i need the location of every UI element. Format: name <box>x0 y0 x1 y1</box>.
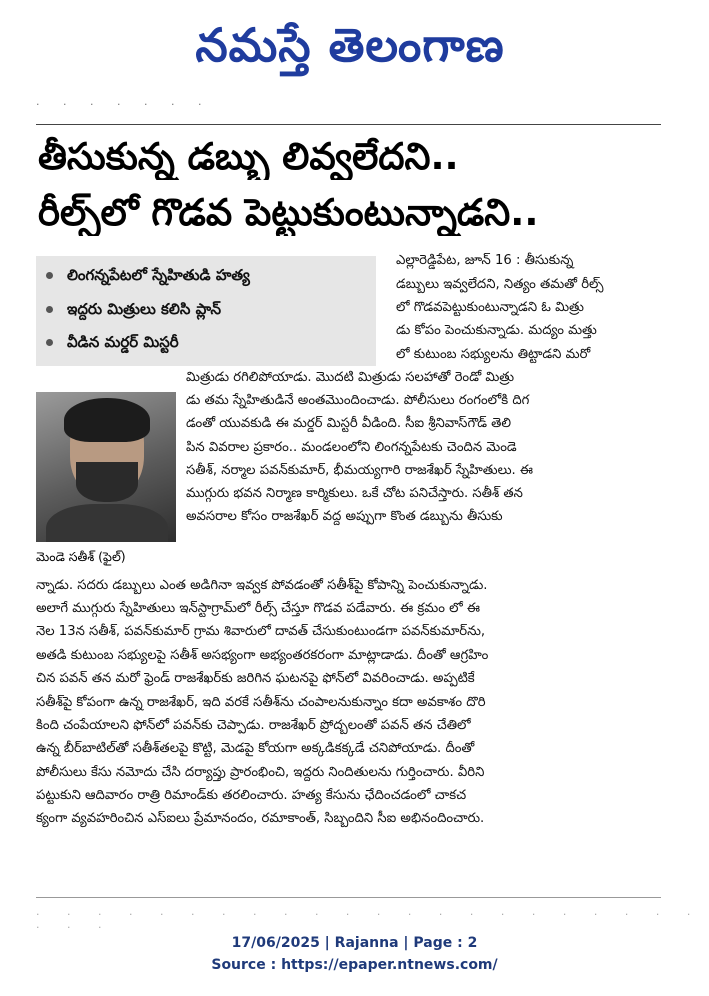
headline-line-2: రీల్స్‌లో గొడవ పెట్టుకుంటున్నాడని.. <box>38 191 539 234</box>
photo-caption: మెండె సతీశ్ (ఫైల్) <box>36 549 126 564</box>
article-line: ఉన్న బీర్‌బాటిల్‌తో సతీశ్‌తలపై కొట్టి, మెడపై కోయగా అక్కడికక్కడే చనిపోయాడు. దీంతో <box>36 741 475 756</box>
highlight-item <box>46 260 372 290</box>
article-line: నెల 13న సతీశ్, పవన్‌కుమార్ గ్రామ శివారులో దావత్ చేసుకుంటుండగా పవన్‌కుమార్‌ను, <box>36 624 486 639</box>
portrait-photo <box>36 392 176 542</box>
masthead-logo: నమస్తే తెలంగాణ <box>195 18 505 72</box>
headline-line-1: తీసుకున్న డబ్బు లివ్వలేదని.. <box>38 135 459 178</box>
article-line: డంతో యువకుడి ఈ మర్డర్ మిస్టరీ వీడింది. సీఐ శ్రీనివాస్‌గౌడ్ తెలి <box>186 416 512 431</box>
article-line: డబ్బులు ఇవ్వలేదని, నిత్యం తమతో రీల్స్ <box>396 277 604 292</box>
bullet-icon <box>46 272 53 279</box>
article-line: న్నాడు. సదరు డబ్బులు ఎంత అడిగినా ఇవ్వక పోవడంతో సతీశ్‌పై కోపాన్ని పెంచుకున్నాడు. <box>36 578 488 593</box>
article-line: పిన వివరాల ప్రకారం.. మండలంలోని లింగన్నపేటకు చెందిన మెండె <box>186 440 517 455</box>
article-line: చిన పవన్ తన మరో ఫ్రెండ్ రాజశేఖర్‌కు జరిగిన ఘటనపై ఫోన్‌లో వివరించాడు. అప్పటికే <box>36 671 475 686</box>
highlight-item <box>46 327 372 357</box>
article-line: మిత్రుడు రగిలిపోయాడు. మొదటి మిత్రుడు సలహాతో రెండో మిత్రు <box>186 370 515 385</box>
bullet-icon <box>46 339 53 346</box>
article-line: క్యంగా వ్యవహరించిన ఎస్‌ఐలు ప్రేమానందం, రమాకాంత్, సిబ్బందిని సీఐ అభినందించారు. <box>36 811 485 826</box>
article-line: సతీశ్, నర్మాల పవన్‌కుమార్, భీమయ్యగారి రాజశేఖర్ స్నేహితులు. ఈ <box>186 463 533 478</box>
top-rule <box>36 124 661 125</box>
highlights-box <box>36 256 376 366</box>
article-line: డు కోపం పెంచుకున్నాడు. మద్యం మత్తు <box>396 323 597 338</box>
masthead-divider: · · · · · · · <box>36 98 212 111</box>
highlight-item <box>46 294 372 324</box>
article-line: కింది చంపేయాలని ఫోన్‌లో పవన్‌కు చెప్పాడు. రాజశేఖర్ ప్రోద్బలంతో పవన్ తన చేతిలో <box>36 718 471 733</box>
article-line: పట్టుకుని ఆదివారం రాత్రి రిమాండ్‌కు తరలించారు. హత్య కేసును ఛేదించడంలో చాకచ <box>36 788 467 803</box>
article-line: సతీశ్‌పై కోపంగా ఉన్న రాజశేఖర్, ఇది వరకే సతీశ్‌ను చంపాలనుకున్నాం కదా అవకాశం దొరి <box>36 695 486 710</box>
footer-date-edition: 17/06/2025 | Rajanna | Page : 2 <box>231 935 478 951</box>
bottom-rule <box>36 897 661 898</box>
bullet-icon <box>46 306 53 313</box>
article-line: పోలీసులు కేసు నమోదు చేసి దర్యాప్తు ప్రారంభించి, ఇద్దరు నిందితులను గుర్తించారు. వీరిని <box>36 765 485 780</box>
highlight-text: వీడిన మర్డర్ మిస్టరీ <box>67 333 179 351</box>
article-line: అలాగే ముగ్గురు స్నేహితులు ఇన్‌స్టాగ్రామ్‌లో రీల్స్ చేస్తూ గొడవ పడేవారు. ఈ క్రమం లో ఈ <box>36 601 480 616</box>
article-line: ఎల్లారెడ్డిపేట, జూన్ 16 : తీసుకున్న <box>396 253 574 268</box>
highlight-text: లింగన్నపేటలో స్నేహితుడి హత్య <box>67 266 250 284</box>
bottom-divider: · · · · · · · · · · · · · · · · · · · · · · · · · <box>36 908 703 934</box>
article-line: లో గొడవపెట్టుకుంటున్నాడని ఓ మిత్రు <box>396 300 584 315</box>
article-line: అవసరాల కోసం రాజశేఖర్ వద్ద అప్పుగా కొంత డబ్బును తీసుకు <box>186 509 503 524</box>
article-line: లో కుటుంబ సభ్యులను తిట్టాడని మరో <box>396 347 591 362</box>
article-line: డు తమ స్నేహితుడినే అంతమొందించాడు. పోలీసులు రంగంలోకి దిగ <box>186 393 530 408</box>
highlight-text: ఇద్దరు మిత్రులు కలిసి ప్లాన్ <box>67 300 222 318</box>
footer-source-link[interactable]: Source : https://epaper.ntnews.com/ <box>211 957 498 973</box>
article-line: ముగ్గురు భవన నిర్మాణ కార్మికులు. ఒకే చోట పనిచేస్తారు. సతీశ్ తన <box>186 486 523 501</box>
article-line: అతడి కుటుంబ సభ్యులపై సతీశ్ అసభ్యంగా అభ్యంతరకరంగా మాట్లాడాడు. దీంతో ఆగ్రహిం <box>36 648 489 663</box>
